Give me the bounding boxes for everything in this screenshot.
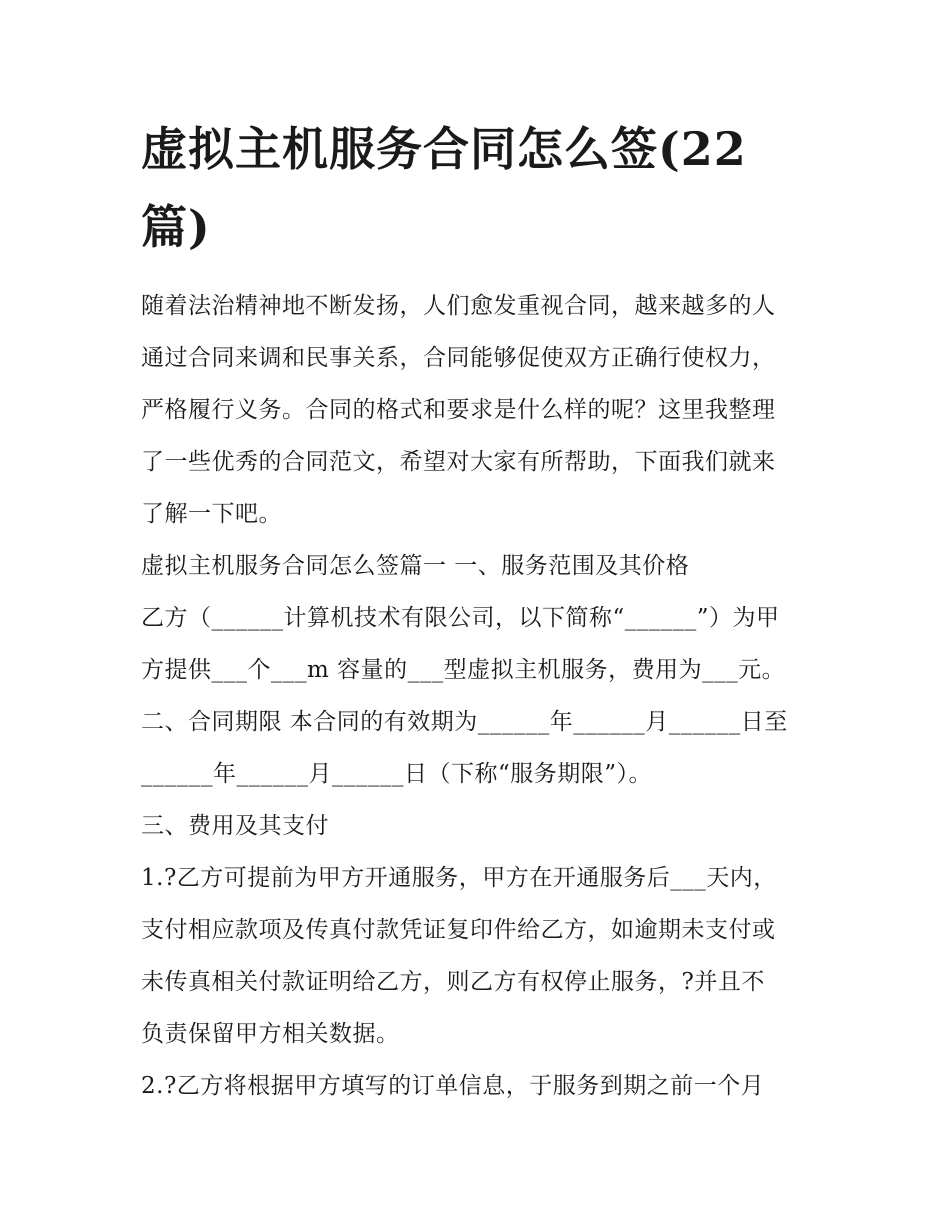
text-line: 负责保留甲方相关数据。: [141, 1021, 400, 1047]
title-line: 篇): [141, 200, 211, 254]
text-line: 未传真相关付款证明给乙方，则乙方有权停止服务，?并且不: [141, 969, 765, 995]
text-line: 了一些优秀的合同范文，希望对大家有所帮助，下面我们就来: [141, 449, 776, 475]
text-line: 2.?乙方将根据甲方填写的订单信息，于服务到期之前一个月: [141, 1073, 765, 1099]
section-heading: [141, 800, 821, 852]
text-line: 随着法治精神地不断发扬，人们愈发重视合同，越来越多的人: [141, 293, 776, 319]
section-2-paragraph: [141, 696, 821, 800]
clause-2-paragraph: [141, 1060, 821, 1112]
text-line: 三、费用及其支付: [141, 813, 329, 839]
text-line: ______年______月______日（下称“服务期限”）。: [141, 761, 653, 787]
section-1-paragraph: [141, 592, 821, 696]
text-line: 二、合同期限 本合同的有效期为______年______月______日至: [141, 709, 788, 735]
text-line: 乙方（______计算机技术有限公司，以下简称“______”）为甲: [141, 605, 780, 631]
text-line: 严格履行义务。合同的格式和要求是什么样的呢？这里我整理: [141, 397, 776, 423]
document-title: [141, 110, 821, 266]
text-line: 了解一下吧。: [141, 501, 282, 527]
section-heading: [141, 540, 821, 592]
intro-paragraph: [141, 280, 821, 540]
document-page: [141, 110, 821, 1112]
text-line: 方提供___个___m 容量的___型虚拟主机服务，费用为___元。: [141, 657, 786, 683]
text-line: 通过合同来调和民事关系，合同能够促使双方正确行使权力，: [141, 345, 776, 371]
text-line: 支付相应款项及传真付款凭证复印件给乙方，如逾期未支付或: [141, 917, 776, 943]
text-line: 1.?乙方可提前为甲方开通服务，甲方在开通服务后___天内，: [141, 865, 777, 891]
clause-1-paragraph: [141, 852, 821, 1060]
text-line: 虚拟主机服务合同怎么签篇一 一、服务范围及其价格: [141, 553, 690, 579]
title-line: 虚拟主机服务合同怎么签(22: [141, 122, 747, 176]
